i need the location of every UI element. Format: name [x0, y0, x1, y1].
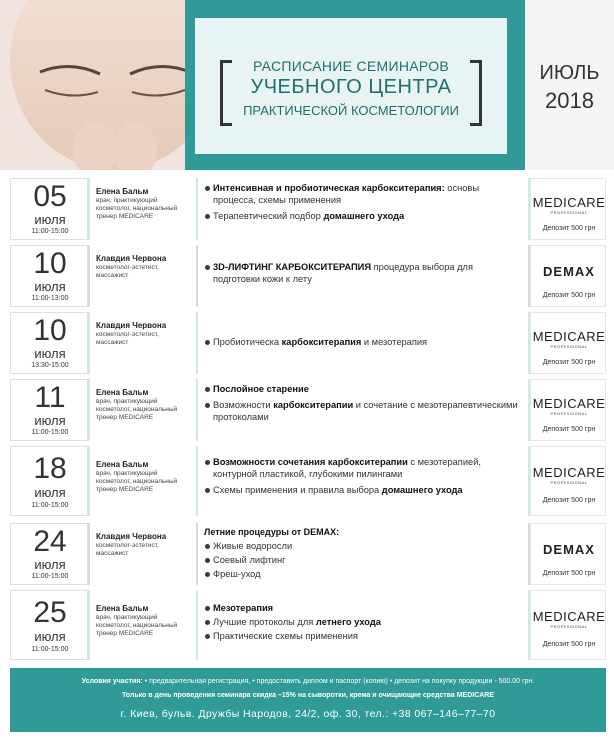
promo-text: Только в день проведения семинара скидка –15% на сыворотки, крема и очищающие средства MEDICARE [121, 692, 495, 699]
day-number: 25 [33, 596, 67, 629]
month-label: июля [34, 557, 66, 572]
title-box [195, 18, 507, 154]
month-label: июля [34, 212, 66, 227]
day-number: 18 [33, 452, 67, 485]
conditions: Условия участия: • предварительная регистрация, • предоставить диплом и паспорт (копию) • депозит на покупку продукции - 500.00 грн. [81, 678, 535, 685]
speaker-cell [90, 379, 196, 441]
speaker-cell [90, 245, 196, 307]
brand-cell [530, 523, 606, 585]
header [0, 0, 614, 170]
brand-cell [530, 379, 606, 441]
brand-cell [530, 178, 606, 240]
seminar-row [10, 523, 606, 585]
brand-logo: MEDICARE [532, 329, 606, 344]
time-range: 11:00-15:00 [31, 429, 69, 436]
brand-logo-sub: PROFESSIONAL [550, 210, 588, 215]
topics-cell [198, 245, 528, 307]
topic-item: Лучшие протоколы для летнего ухода [204, 616, 522, 628]
speaker-name: Клавдия Червона [96, 254, 167, 263]
topic-item: Схемы применения и правила выбора домашнего ухода [204, 484, 522, 496]
brand-logo: MEDICARE [532, 465, 606, 480]
day-number: 11 [34, 381, 66, 414]
brand-cell [530, 446, 606, 516]
date-cell [10, 446, 88, 516]
seminar-row [10, 312, 606, 374]
topics-cell [198, 590, 528, 660]
brand-logo: DEMAX [543, 264, 595, 279]
topic-item: Послойное старение [204, 383, 522, 395]
topics-cell [198, 178, 528, 240]
date-cell [10, 523, 88, 585]
title-line-2: УЧЕБНОГО ЦЕНТРА [250, 76, 452, 98]
header-month: ИЮЛЬ [539, 62, 600, 84]
topic-item: Фреш-уход [204, 568, 522, 580]
month-label: июля [34, 346, 66, 361]
brand-cell [530, 590, 606, 660]
title-line-3: ПРАКТИЧЕСКОЙ КОСМЕТОЛОГИИ [243, 103, 459, 118]
month-label: июля [34, 279, 66, 294]
date-cell [10, 379, 88, 441]
speaker-desc: врач, практикующий косметолог, национальный тренер MEDICARE [96, 614, 178, 637]
brand-cell [530, 312, 606, 374]
deposit-label: Депозит 500 грн [542, 225, 596, 232]
speaker-cell [90, 178, 196, 240]
brand-logo-sub: PROFESSIONAL [550, 411, 588, 416]
topic-item: Мезотерапия [204, 602, 522, 614]
seminar-row [10, 245, 606, 307]
brand-logo-sub: PROFESSIONAL [550, 480, 588, 485]
speaker-desc: врач, практикующий косметолог, национальный тренер MEDICARE [96, 398, 178, 421]
brand-logo: MEDICARE [532, 396, 606, 411]
topic-item: Практические схемы применения [204, 630, 522, 642]
date-cell [10, 178, 88, 240]
speaker-name: Клавдия Червона [96, 321, 167, 330]
topics-cell [198, 312, 528, 374]
deposit-label: Депозит 500 грн [542, 292, 596, 299]
speaker-desc: косметолог-эстетист, массажист [96, 264, 159, 279]
topic-item: Интенсивная и пробиотическая карбокситерапия: основы процесса, схемы применения [204, 182, 522, 206]
topics-cell [198, 379, 528, 441]
address: г. Киев, бульв. Дружбы Народов, 24/2, оф. 30, тел.: +38 067–146–77–70 [120, 708, 496, 720]
speaker-desc: врач, практикующий косметолог, национальный тренер MEDICARE [96, 197, 178, 220]
time-range: 11:00-15:00 [31, 228, 69, 235]
date-cell [10, 245, 88, 307]
speaker-cell [90, 446, 196, 516]
month-label: июля [34, 629, 66, 644]
speaker-name: Елена Бальм [96, 604, 149, 613]
brand-cell [530, 245, 606, 307]
seminar-row [10, 379, 606, 441]
speaker-name: Клавдия Червона [96, 532, 167, 541]
brand-logo: MEDICARE [532, 195, 606, 210]
speaker-desc: врач, практикующий косметолог, национальный тренер MEDICARE [96, 470, 178, 493]
speaker-cell [90, 312, 196, 374]
time-range: 11:00-15:00 [31, 646, 69, 653]
speaker-name: Елена Бальм [96, 388, 149, 397]
seminar-row [10, 590, 606, 660]
speaker-cell [90, 590, 196, 660]
seminar-row [10, 178, 606, 240]
speaker-name: Елена Бальм [96, 460, 149, 469]
date-cell [10, 312, 88, 374]
topic-item: Соевый лифтинг [204, 554, 522, 566]
speaker-cell [90, 523, 196, 585]
topics-cell [198, 446, 528, 516]
day-number: 10 [33, 247, 67, 280]
day-number: 10 [33, 314, 67, 347]
brand-logo-sub: PROFESSIONAL [550, 344, 588, 349]
brand-logo: MEDICARE [532, 609, 606, 624]
footer [10, 668, 606, 732]
title-band [185, 0, 525, 170]
topic-item: 3D-ЛИФТИНГ КАРБОКСИТЕРАПИЯ процедура выбора для подготовки кожи к лету [204, 261, 522, 285]
topic-item: Возможности карбокситерапии и сочетание с мезотерапевтическими протоколами [204, 399, 522, 423]
speaker-name: Елена Бальм [96, 187, 149, 196]
topic-item: Живые водоросли [204, 540, 522, 552]
topic-item: Терапевтический подбор домашнего ухода [204, 210, 522, 222]
speaker-desc: косметолог-эстетист, массажист [96, 331, 159, 346]
deposit-label: Депозит 500 грн [542, 497, 596, 504]
topic-item: Пробиотическа карбокситерапия и мезотерапия [204, 336, 522, 348]
deposit-label: Депозит 500 грн [542, 641, 596, 648]
seminar-row [10, 446, 606, 516]
header-year: 2018 [545, 88, 594, 113]
date-cell [10, 590, 88, 660]
month-label: июля [34, 485, 66, 500]
topics-cell [198, 523, 528, 585]
time-range: 13:30-15:00 [31, 362, 69, 369]
topics-heading: Летние процедуры от DEMAX: [204, 527, 340, 537]
title-line-1: РАСПИСАНИЕ СЕМИНАРОВ [252, 58, 450, 74]
speaker-desc: косметолог-эстетист, массажист [96, 542, 159, 557]
time-range: 11:00-13:00 [31, 295, 69, 302]
month-label: июля [34, 413, 66, 428]
day-number: 24 [33, 525, 67, 558]
topic-item: Возможности сочетания карбокситерапии с мезотерапией, контурной пластикой, глубокими пилингами [204, 456, 522, 480]
deposit-label: Депозит 500 грн [542, 570, 596, 577]
brand-logo: DEMAX [543, 542, 595, 557]
time-range: 11:00-15:00 [31, 573, 69, 580]
deposit-label: Депозит 500 грн [542, 426, 596, 433]
deposit-label: Депозит 500 грн [542, 359, 596, 366]
brand-logo-sub: PROFESSIONAL [550, 624, 588, 629]
day-number: 05 [33, 180, 67, 213]
time-range: 11:00-15:00 [31, 502, 69, 509]
